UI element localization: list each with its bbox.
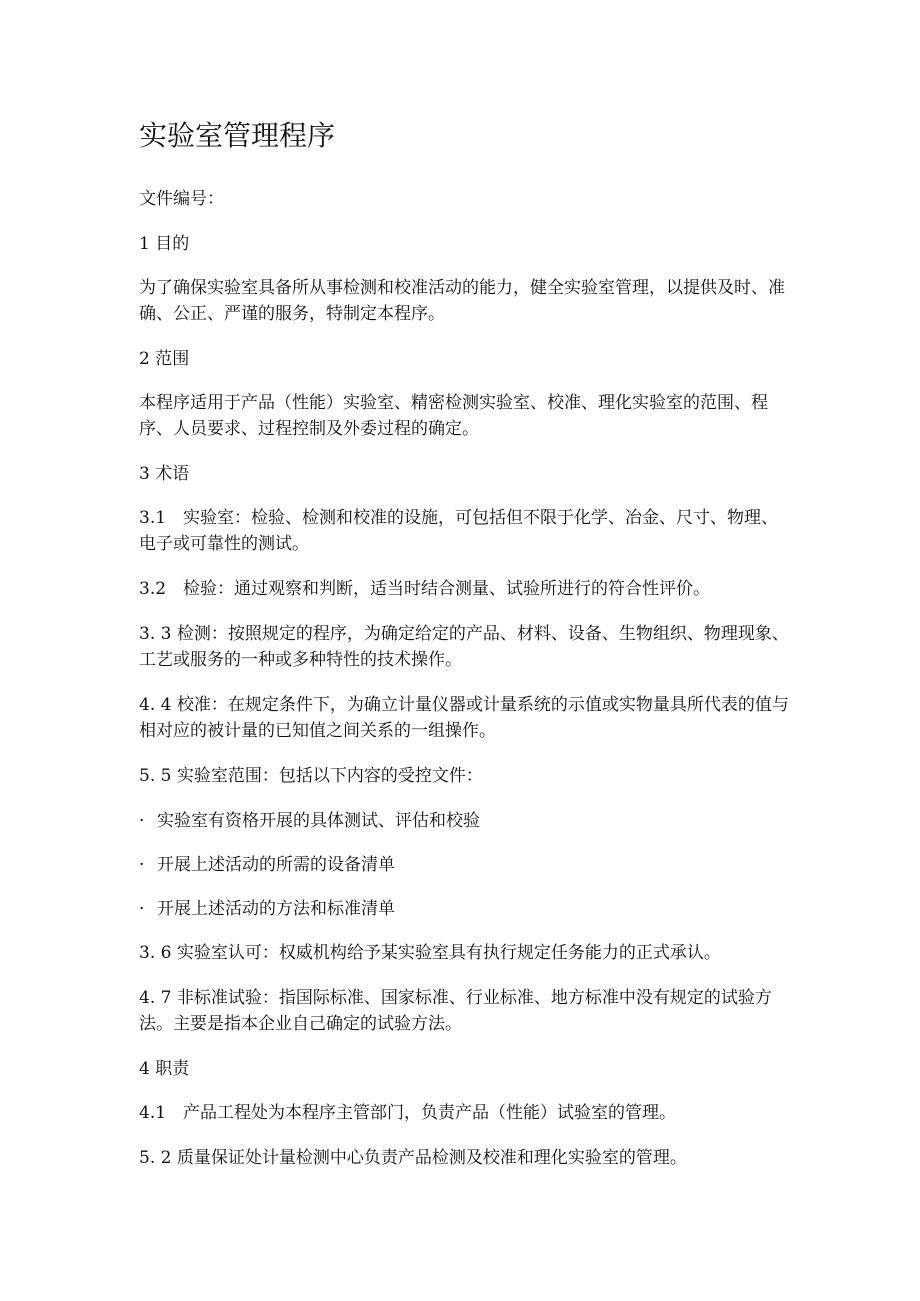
- responsibility-4-2: 5. 2 质量保证处计量检测中心负责产品检测及校准和理化实验室的管理。: [139, 1148, 687, 1168]
- term-3-3: 3. 3 检测：按照规定的程序，为确定给定的产品、材料、设备、生物组织、物理现象、工艺或服务的一种或多种特性的技术操作。: [139, 624, 789, 670]
- term-3-6: 3. 6 实验室认可：权威机构给予某实验室具有执行规定任务能力的正式承认。: [139, 943, 721, 963]
- bullet-icon: ·: [139, 899, 145, 919]
- list-item: [139, 896, 789, 922]
- list-item: [139, 852, 789, 878]
- section-3-heading: 3 术语: [139, 464, 190, 484]
- term-3-7: 4. 7 非标准试验：指国际标准、国家标准、行业标准、地方标准中没有规定的试验方法。主要是指本企业自己确定的试验方法。: [139, 988, 772, 1034]
- term-3-1: 3.1 实验室：检验、检测和校准的设施，可包括但不限于化学、冶金、尺寸、物理、电子或可靠性的测试。: [139, 508, 779, 554]
- list-item-text: 实验室有资格开展的具体测试、评估和校验: [157, 811, 480, 831]
- term-3-5: 5. 5 实验室范围：包括以下内容的受控文件：: [139, 766, 483, 786]
- section-2-heading: 2 范围: [139, 349, 190, 369]
- list-item-text: 开展上述活动的所需的设备清单: [157, 855, 395, 875]
- list-item-text: 开展上述活动的方法和标准清单: [157, 899, 395, 919]
- term-3-4: 4. 4 校准：在规定条件下，为确立计量仪器或计量系统的示值或实物量具所代表的值与相对应的被计量的已知值之间关系的一组操作。: [139, 695, 789, 741]
- section-1-heading: 1 目的: [139, 234, 190, 254]
- responsibility-4-1: 4.1 产品工程处为本程序主管部门，负责产品（性能）试验室的管理。: [139, 1103, 677, 1123]
- section-4-heading: 4 职责: [139, 1059, 190, 1079]
- list-item: [139, 808, 789, 834]
- term-3-2: 3.2 检验：通过观察和判断，适当时结合测量、试验所进行的符合性评价。: [139, 579, 711, 599]
- document-title: 实验室管理程序: [139, 119, 336, 152]
- document-page: [139, 116, 789, 1190]
- section-1-text: 为了确保实验室具备所从事检测和校准活动的能力，健全实验室管理，以提供及时、准确、公正、严谨的服务，特制定本程序。: [139, 278, 785, 324]
- bullet-icon: ·: [139, 855, 145, 875]
- bullet-icon: ·: [139, 811, 145, 831]
- file-number-label: 文件编号：: [139, 189, 224, 209]
- section-2-text: 本程序适用于产品（性能）实验室、精密检测实验室、校准、理化实验室的范围、程序、人员要求、过程控制及外委过程的确定。: [139, 393, 768, 439]
